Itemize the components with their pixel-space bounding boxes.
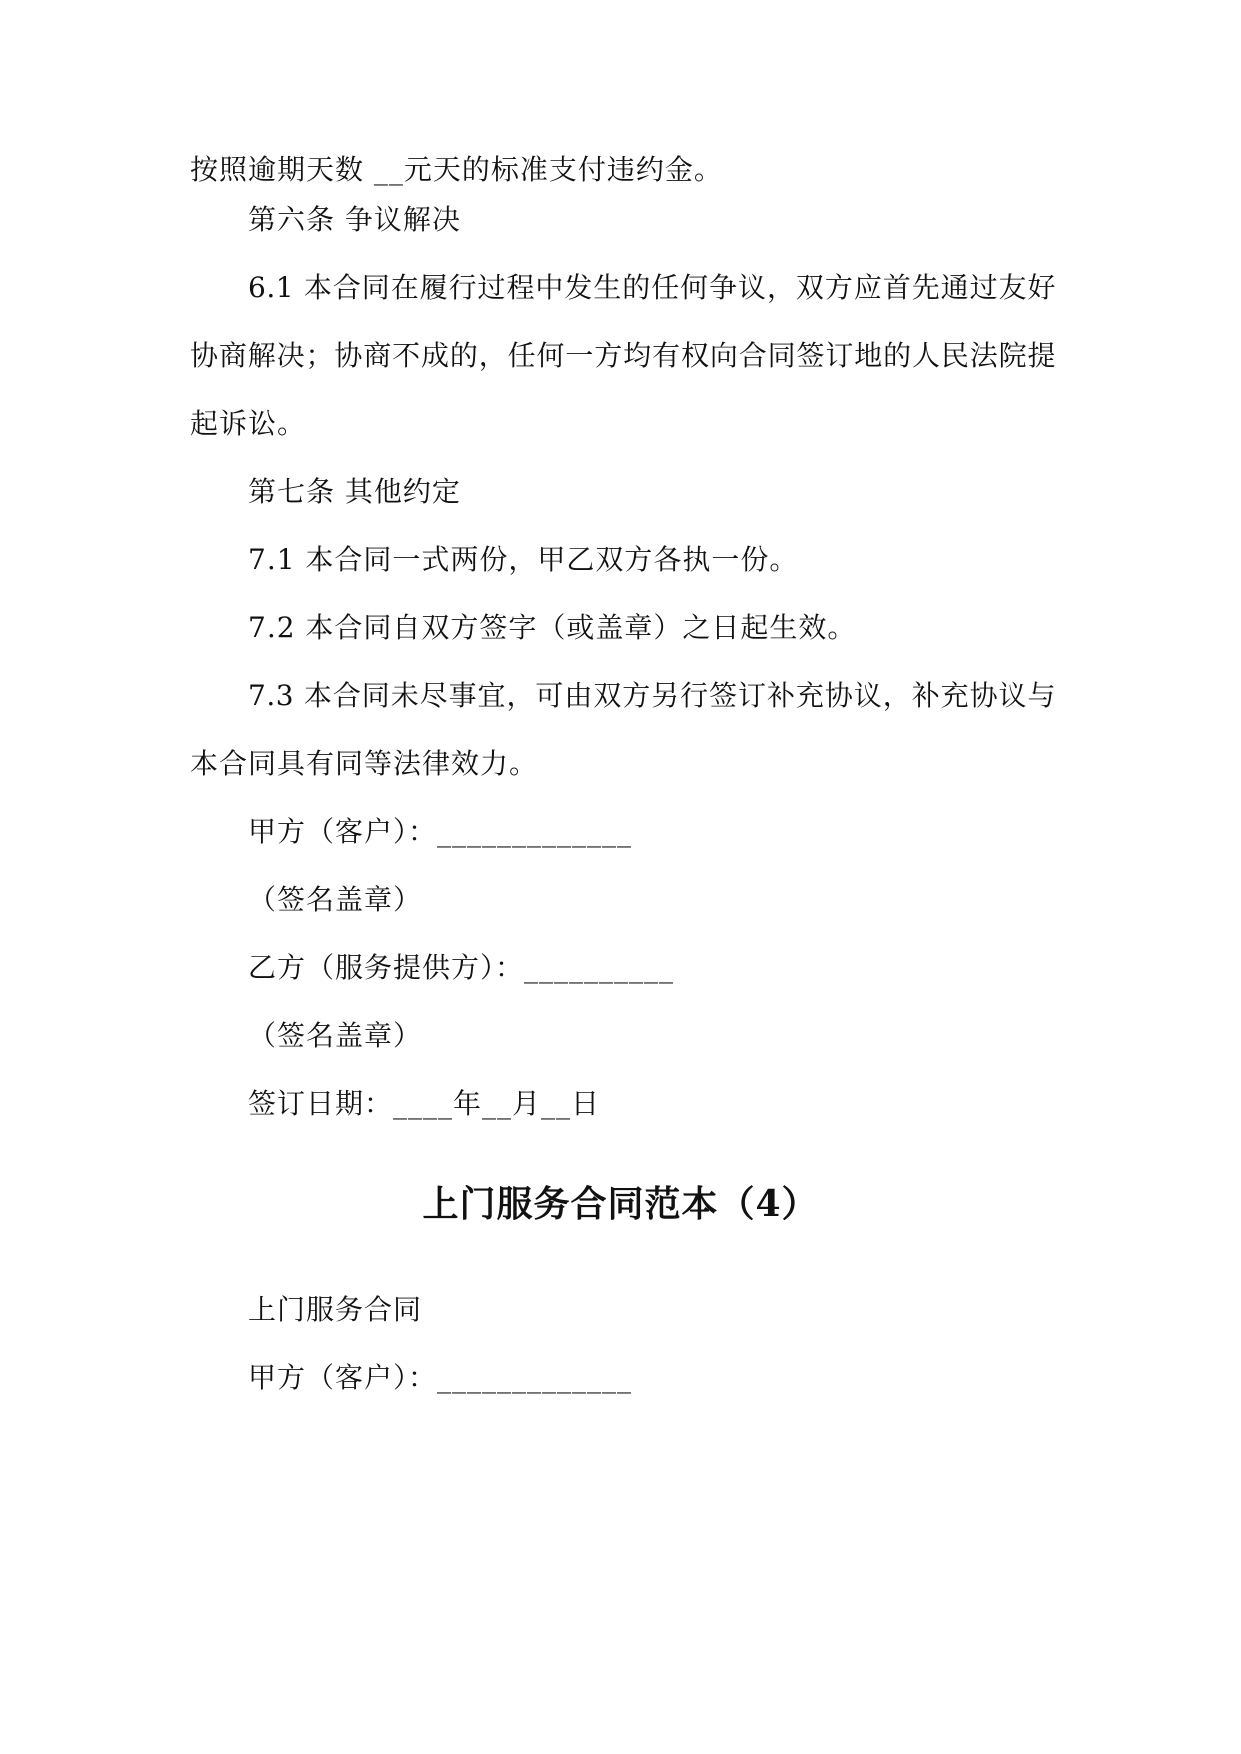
article-6-1-line-2: 协商解决；协商不成的，任何一方均有权向合同签订地的人民法院提: [190, 339, 1056, 372]
party-b-signature-note: （签名盖章）: [248, 1019, 423, 1052]
section-4-title: 上门服务合同范本（4）: [422, 1183, 819, 1225]
section-4-party-a-line: 甲方（客户）：_____________: [248, 1361, 633, 1394]
party-a-signature-note: （签名盖章）: [248, 883, 423, 916]
article-7-2: 7.2 本合同自双方签字（或盖章）之日起生效。: [248, 611, 857, 644]
section-4-subtitle: 上门服务合同: [248, 1293, 423, 1326]
article-7-heading: 第七条 其他约定: [248, 475, 461, 508]
article-7-3-line-1: 7.3 本合同未尽事宜，可由双方另行签订补充协议，补充协议与: [248, 679, 1056, 712]
article-6-heading: 第六条 争议解决: [248, 203, 461, 236]
article-7-1: 7.1 本合同一式两份，甲乙双方各执一份。: [248, 543, 799, 576]
article-7-3-line-2: 本合同具有同等法律效力。: [190, 747, 539, 780]
article-6-1-line-3: 起诉讼。: [190, 407, 307, 440]
article-6-1-line-1: 6.1 本合同在履行过程中发生的任何争议，双方应首先通过友好: [248, 271, 1056, 304]
signing-date-line: 签订日期：____年__月__日: [248, 1087, 601, 1120]
party-a-line: 甲方（客户）：_____________: [248, 815, 633, 848]
penalty-clause-continuation: 按照逾期天数 __元天的标准支付违约金。: [190, 153, 723, 186]
party-b-line: 乙方（服务提供方）：__________: [248, 951, 675, 984]
